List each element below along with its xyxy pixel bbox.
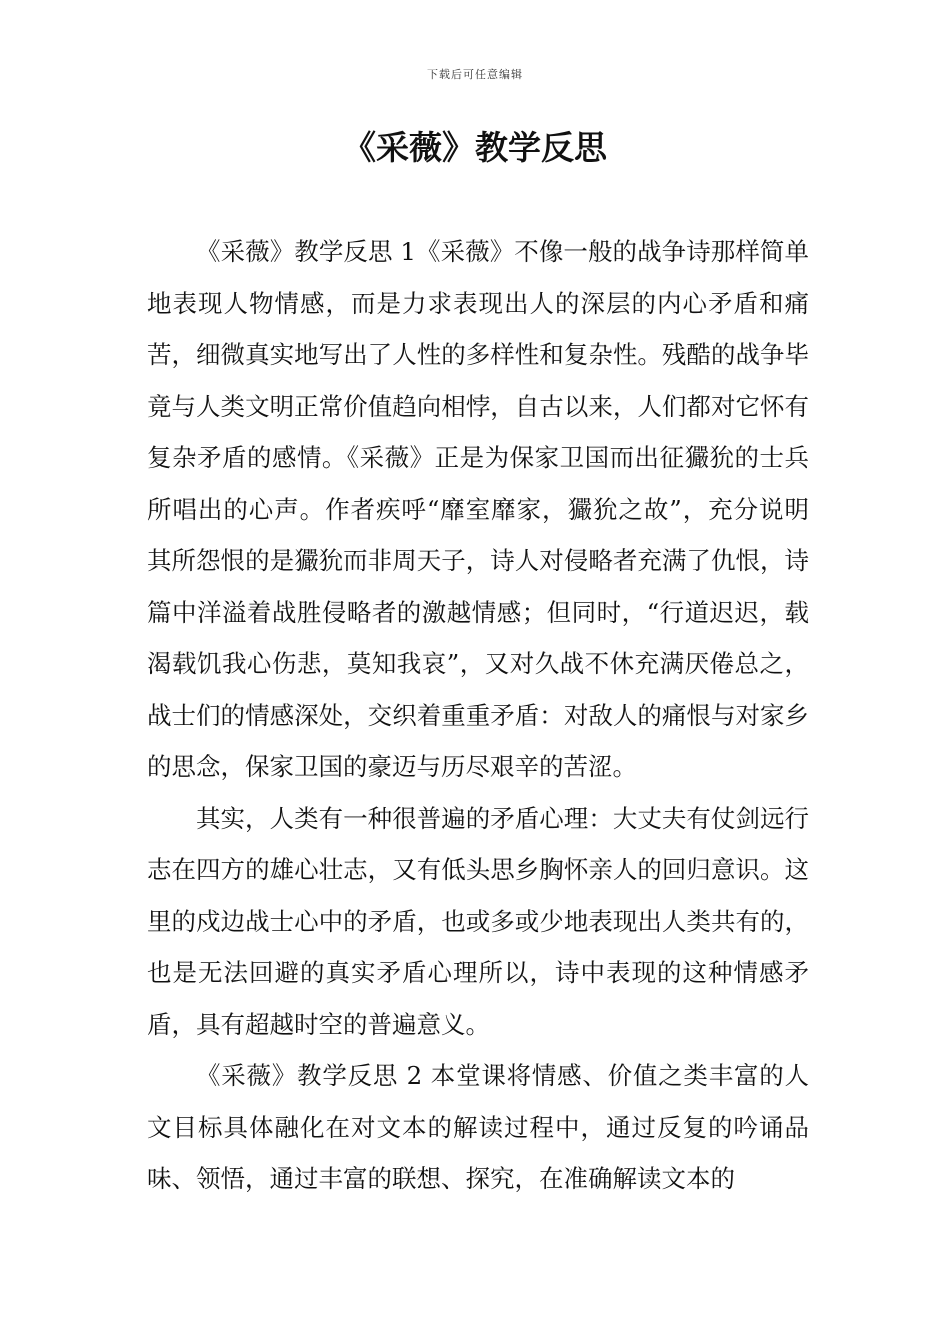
paragraph: 《采薇》教学反思 1《采薇》不像一般的战争诗那样简单地表现人物情感，而是力求表现出人的深层的内心矛盾和痛苦，细微真实地写出了人性的多样性和复杂性。残酷的战争毕竟与人类文明正常价值趋向相悖，自古以来，人们都对它怀有复杂矛盾的感情。《采薇》正是为保家卫国而出征玁狁的士兵所唱出的心声。作者疾呼“靡室靡家，玁狁之故”，充分说明其所怨恨的是玁狁而非周天子，诗人对侵略者充满了仇恨，诗篇中洋溢着战胜侵略者的激越情感；但同时，“行道迟迟，载渴载饥我心伤悲，莫知我哀”，又对久战不休充满厌倦总之，战士们的情感深处，交织着重重矛盾：对敌人的痛恨与对家乡的思念，保家卫国的豪迈与历尽艰辛的苦涩。 xyxy=(147,237,809,781)
paragraph: 《采薇》教学反思 2 本堂课将情感、价值之类丰富的人文目标具体融化在对文本的解读过程中，通过反复的吟诵品味、领悟，通过丰富的联想、探究，在准确解读文本的 xyxy=(147,1061,809,1193)
paragraph: 其实，人类有一种很普遍的矛盾心理：大丈夫有仗剑远行志在四方的雄心壮志，又有低头思乡胸怀亲人的回归意识。这里的戍边战士心中的矛盾，也或多或少地表现出人类共有的，也是无法回避的真实矛盾心理所以，诗中表现的这种情感矛盾，具有超越时空的普遍意义。 xyxy=(147,803,809,1039)
document-body xyxy=(147,226,809,1205)
document-title: 《采薇》教学反思 xyxy=(343,128,607,167)
header-note: 下载后可任意编辑 xyxy=(427,68,523,81)
